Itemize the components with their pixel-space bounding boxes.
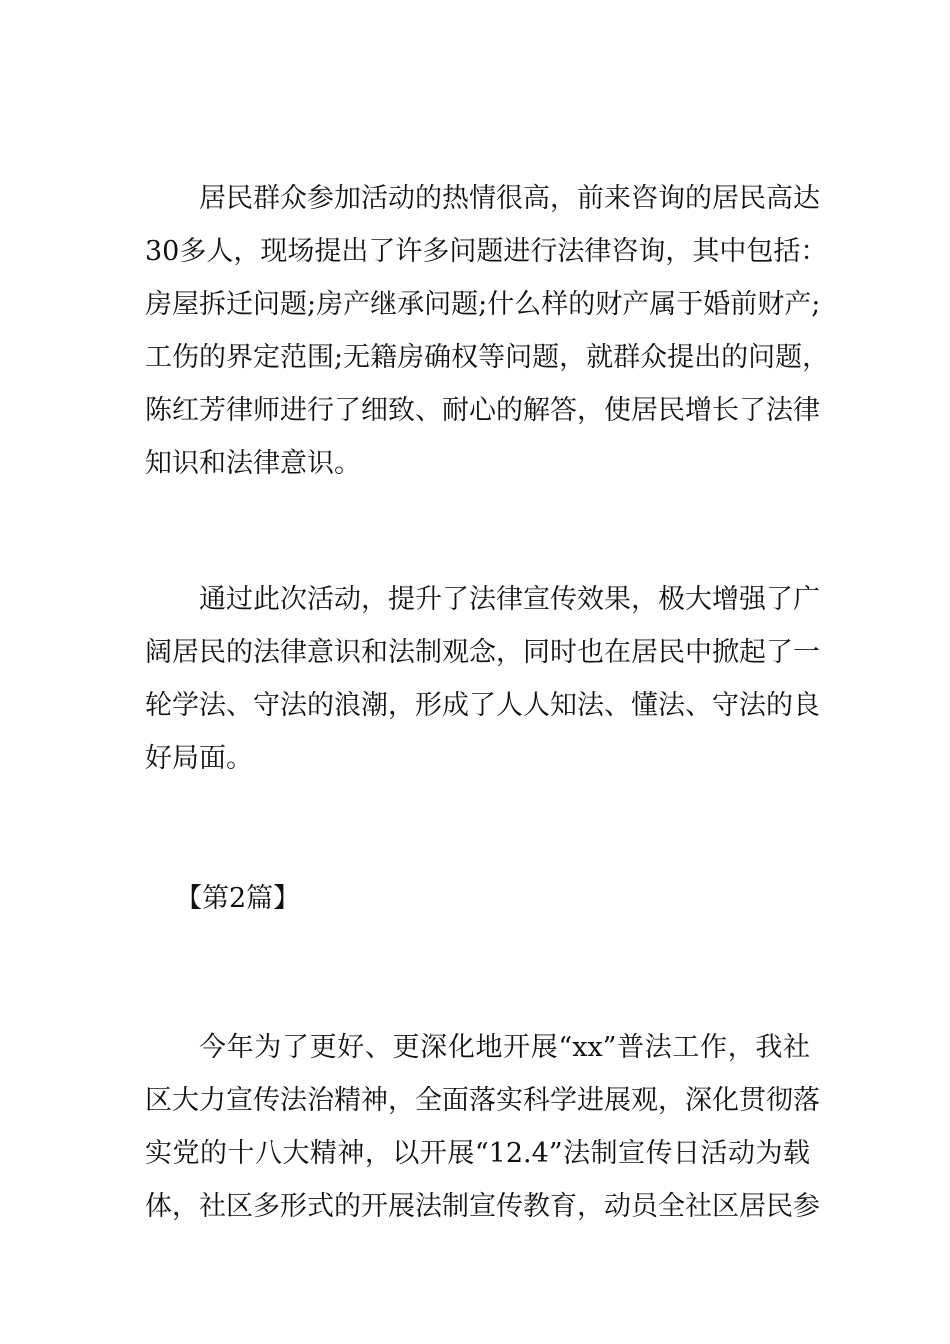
paragraph-legal-promotion bbox=[145, 1021, 820, 1233]
section-heading: 【第2篇】 bbox=[175, 883, 301, 914]
paragraph-line: 轮学法、守法的浪潮，形成了人人知法、懂法、守法的良 bbox=[145, 690, 820, 721]
paragraph-line: 工伤的界定范围;无籍房确权等问题，就群众提出的问题， bbox=[145, 342, 830, 373]
paragraph-legal-consultation bbox=[145, 172, 830, 490]
paragraph-activity-result bbox=[145, 573, 820, 785]
paragraph-line: 房屋拆迁问题;房产继承问题;什么样的财产属于婚前财产; bbox=[145, 289, 821, 320]
paragraph-line: 通过此次活动，提升了法律宣传效果，极大增强了广 bbox=[199, 584, 820, 615]
paragraph-line: 阔居民的法律意识和法制观念，同时也在居民中掀起了一 bbox=[145, 637, 820, 668]
paragraph-line: 居民群众参加活动的热情很高，前来咨询的居民高达 bbox=[199, 183, 820, 214]
paragraph-line: 30多人，现场提出了许多问题进行法律咨询，其中包括： bbox=[145, 236, 828, 267]
paragraph-line: 陈红芳律师进行了细致、耐心的解答，使居民增长了法律 bbox=[145, 395, 820, 426]
paragraph-line: 知识和法律意识。 bbox=[145, 448, 361, 479]
paragraph-line: 好局面。 bbox=[145, 743, 253, 774]
paragraph-line: 实党的十八大精神，以开展“12.4”法制宣传日活动为载 bbox=[145, 1138, 810, 1169]
paragraph-line: 今年为了更好、更深化地开展“xx”普法工作，我社 bbox=[199, 1032, 810, 1063]
paragraph-line: 体，社区多形式的开展法制宣传教育，动员全社区居民参 bbox=[145, 1191, 820, 1222]
paragraph-line: 区大力宣传法治精神，全面落实科学进展观，深化贯彻落 bbox=[145, 1085, 820, 1116]
